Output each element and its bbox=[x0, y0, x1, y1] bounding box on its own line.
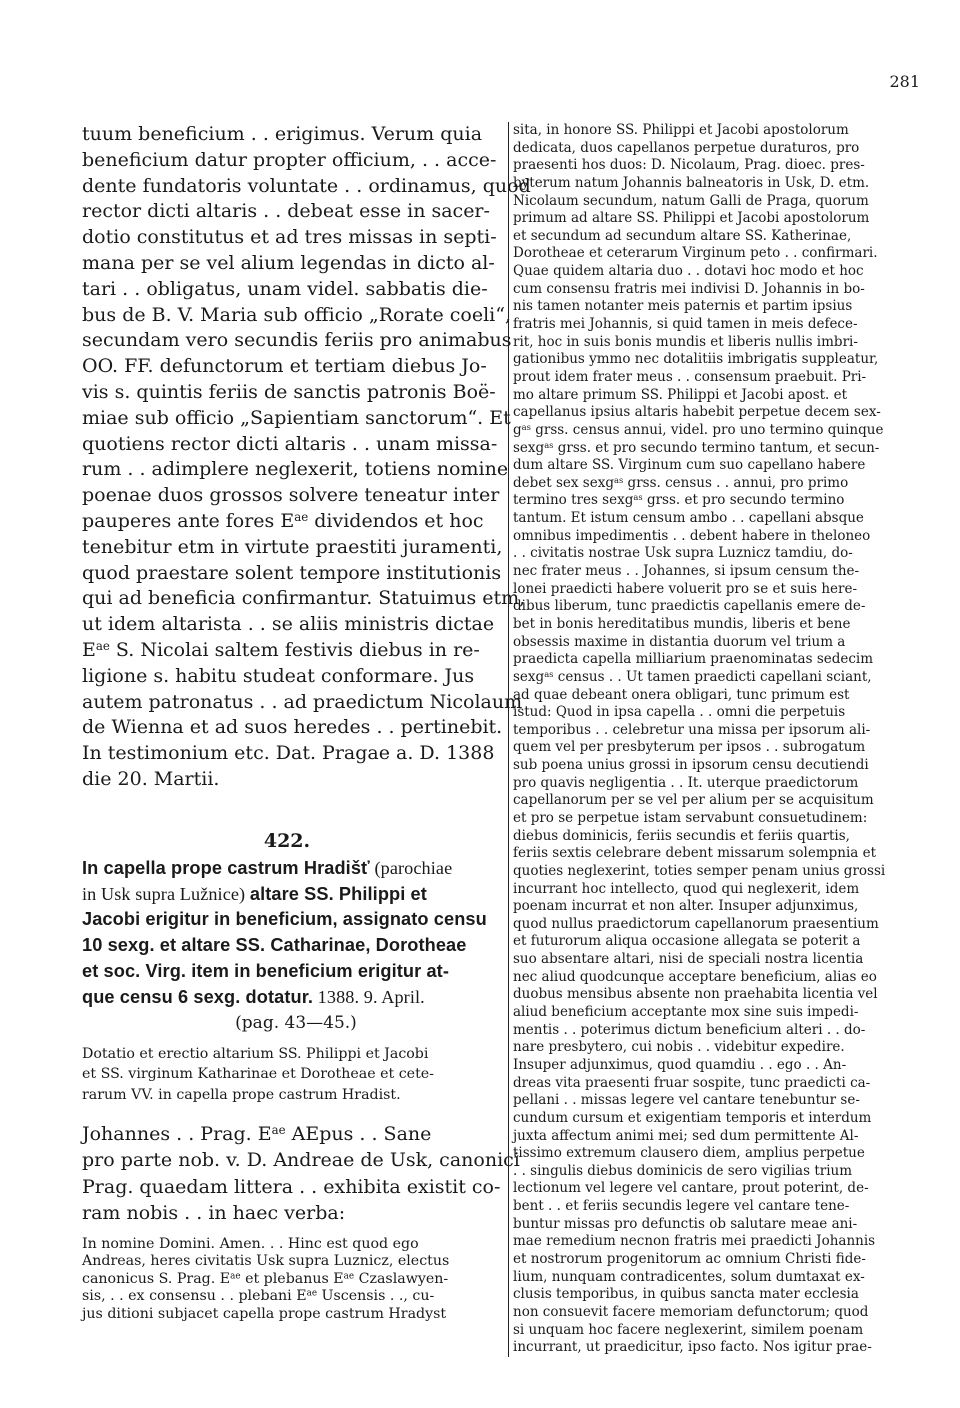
quote-text bbox=[82, 1236, 492, 1323]
text-line: feriis sextis celebrare debent missarum solempnia et bbox=[513, 845, 877, 862]
text-line: beneficium datur propter officium, . . acce- bbox=[82, 148, 497, 171]
right-column bbox=[508, 122, 913, 1357]
right-body-text bbox=[509, 122, 913, 1357]
text-line: cundum cursum et exigentiam temporis et interdum bbox=[513, 1109, 872, 1126]
text-line: autem patronatus . . ad praedictum Nicolaum bbox=[82, 690, 523, 713]
text-line: quoties neglexerint, toties semper penam unius grossi bbox=[513, 862, 886, 879]
heading-line-5: et soc. Virg. item in beneficium erigitur at- bbox=[82, 960, 449, 981]
text-line: tantum. Et istum censum ambo . . capellani absque bbox=[513, 510, 864, 527]
resume-line: ram nobis . . in haec verba: bbox=[82, 1201, 346, 1224]
text-line: ut idem altarista . . se aliis ministris dictae bbox=[82, 613, 495, 636]
text-line: de Wienna et ad suos heredes . . pertinebit. bbox=[82, 716, 503, 739]
text-line: praesenti hos duos: D. Nicolaum, Prag. dioec. pres- bbox=[513, 157, 865, 174]
text-line: secundam vero secundis feriis pro animabus bbox=[82, 329, 512, 352]
text-line: poenae duos grossos solvere teneatur inter bbox=[82, 484, 500, 507]
text-line: diebus dominicis, feriis secundis et feriis quartis, bbox=[513, 827, 850, 844]
text-line: qui ad beneficia confirmantur. Statuimus etm, bbox=[82, 587, 526, 610]
text-line: $g^{as}$ grss. census annui, videl. pro uno termino quinque bbox=[513, 421, 884, 438]
text-line: nec aliud quodcunque acceptare beneficium, alias eo bbox=[513, 968, 877, 985]
text-line: . . singulis diebus dominicis de sero vigilias trium bbox=[513, 1162, 853, 1179]
text-line: rit, hoc in suis bonis mundis et liberis nullis imbri- bbox=[513, 333, 858, 350]
text-line: pauperes ante fores $E^{ae}$ dividendos et hoc bbox=[82, 509, 484, 532]
text-line: ligione s. habitu studeat conformare. Jus bbox=[82, 664, 475, 687]
text-line: dreas vita praesenti fruar sospite, tunc praedicti ca- bbox=[513, 1074, 871, 1091]
left-body-text bbox=[82, 122, 531, 793]
text-line: bus de B. V. Maria sub officio „Rorate coeli“, bbox=[82, 303, 512, 326]
text-line: temporibus . . celebretur una missa per ipsorum ali- bbox=[513, 721, 871, 738]
text-line: non consuevit facere memoriam defunctorum; quod bbox=[513, 1303, 869, 1320]
text-line: $E^{ae}$ S. Nicolai saltem festivis diebus in re- bbox=[82, 638, 480, 661]
text-line: quotiens rector dicti altaris . . unam missa- bbox=[82, 432, 498, 455]
page-reference: (pag. 43—45.) bbox=[235, 1012, 357, 1033]
text-line: nare presbytero, cui nobis . . videbitur expedire. bbox=[513, 1039, 845, 1056]
text-line: gationibus ymmo nec dotalitiis imbrigatis suppleatur, bbox=[513, 351, 879, 368]
text-line: termino tres sexg$^{as}$ grss. et pro secundo termino bbox=[513, 492, 845, 509]
text-line: sub poena unius grossi in ipsorum censu decutiendi bbox=[513, 757, 869, 774]
text-line: tissimo extremum clausero diem, amplius perpetue bbox=[513, 1145, 865, 1162]
summary-line: et SS. virginum Katharinae et Dorotheae et cete- bbox=[82, 1066, 434, 1083]
text-line: quod praestare solent tempore institutionis bbox=[82, 561, 502, 584]
text-line: mo altare primum SS. Philippi et Jacobi apost. et bbox=[513, 386, 848, 403]
text-line: vis s. quintis feriis de sanctis patronis Boë- bbox=[82, 380, 496, 403]
text-line: et pro se perpetue istam servabunt consuetudinem: bbox=[513, 809, 868, 826]
text-line: et futurorum aliqua occasione allegata se poterit a bbox=[513, 933, 861, 950]
text-line: quem vel per presbyterum per ipsos . . subrogatum bbox=[513, 739, 866, 756]
heading-line-2: in Usk supra Lužnice) altare SS. Philippi et bbox=[82, 883, 427, 904]
text-line: nis tamen notanter meis paternis et partim ipsius bbox=[513, 298, 853, 315]
text-line: mana per se vel alium legendas in dicto al- bbox=[82, 251, 495, 274]
left-column bbox=[82, 122, 531, 1323]
text-line: Insuper adjunximus, quod quamdiu . . ego . . An- bbox=[513, 1056, 847, 1073]
summary-line: Dotatio et erectio altarium SS. Philippi et Jacobi bbox=[82, 1045, 429, 1062]
text-line: capellanorum per se vel per alium per se acquisitum bbox=[513, 792, 874, 809]
text-line: In testimonium etc. Dat. Pragae a. D. 1388 bbox=[82, 742, 495, 765]
text-line: clusis temporibus, in quibus sancta mater ecclesia bbox=[513, 1286, 859, 1303]
text-line: byterum natum Johannis balneatoris in Usk, D. etm. bbox=[513, 174, 870, 191]
text-line: Nicolaum secundum, natum Galli de Praga, quorum bbox=[513, 192, 869, 209]
text-line: rector dicti altaris . . debeat esse in sacer- bbox=[82, 200, 490, 223]
text-line: pellani . . missas legere vel cantare tenebuntur se- bbox=[513, 1092, 860, 1109]
text-line: fratris mei Johannis, si quid tamen in meis defece- bbox=[513, 316, 858, 333]
text-line: mentis . . poterimus dictum beneficium alteri . . do- bbox=[513, 1021, 866, 1038]
text-line: poenam incurrat et non alter. Insuper adjunximus, bbox=[513, 898, 859, 915]
text-line: obsessis maxime in distantia duorum vel trium a bbox=[513, 633, 846, 650]
text-line: lectionum vel legere vel cantare, prout poterint, de- bbox=[513, 1180, 869, 1197]
text-line: dedicata, duos capellanos perpetue duraturos, pro bbox=[513, 139, 860, 156]
quote-line: canonicus S. Prag. $E^{ae}$ et plebanus $E^{ae}$ Czaslawyen- bbox=[82, 1270, 449, 1287]
resume-line: pro parte nob. v. D. Andreae de Usk, canonici bbox=[82, 1149, 520, 1172]
heading-line-4: 10 sexg. et altare SS. Catharinae, Dorotheae bbox=[82, 935, 467, 956]
text-line: ad quae debeant onera obligari, tunc primum est bbox=[513, 686, 850, 703]
text-line: tenebitur etm in virtute praestiti juramenti, bbox=[82, 535, 503, 558]
text-line: incurrant, ut praedicitur, ipso facto. Nos igitur prae- bbox=[513, 1339, 872, 1356]
text-line: debet sex sexg$^{as}$ grss. census . . annui, pro primo bbox=[513, 474, 849, 491]
heading-line-6: que censu 6 sexg. dotatur. 1388. 9. April. bbox=[82, 986, 425, 1007]
text-line: sexg$^{as}$ census . . Ut tamen praedicti capellani sciant, bbox=[513, 668, 872, 685]
text-line: prout idem frater meus . . consensum praebuit. Pri- bbox=[513, 368, 867, 385]
text-line: primum ad altare SS. Philippi et Jacobi apostolorum bbox=[513, 210, 870, 227]
text-line: dum altare SS. Virginum cum suo capellano habere bbox=[513, 457, 866, 474]
text-line: omnibus impedimentis . . debent habere in theloneo bbox=[513, 527, 871, 544]
summary-line: rarum VV. in capella prope castrum Hradist. bbox=[82, 1086, 401, 1103]
text-line: nec frater meus . . Johannes, si ipsum censum the- bbox=[513, 563, 860, 580]
text-line: incurrant hoc intellecto, quod qui neglexerit, idem bbox=[513, 880, 860, 897]
text-line: si unquam hoc facere neglexerint, similem poenam bbox=[513, 1321, 864, 1338]
resume-line: Johannes . . Prag. $E^{ae}$ AEpus . . Sane bbox=[82, 1123, 432, 1146]
text-line: praedicta capella milliarium praenominatas sedecim bbox=[513, 651, 874, 668]
resume-line: Prag. quaedam littera . . exhibita existit co- bbox=[82, 1175, 501, 1198]
text-line: OO. FF. defunctorum et tertiam diebus Jo- bbox=[82, 355, 487, 378]
text-line: rum . . adimplere neglexerit, totiens nomine bbox=[82, 458, 509, 481]
text-line: bet in bonis hereditatibus mundis, liberis et bene bbox=[513, 615, 851, 632]
document-number: 422. bbox=[263, 829, 311, 852]
text-line: dibus liberum, tunc praedictis capellanis emere de- bbox=[513, 598, 866, 615]
quote-line: jus ditioni subjacet capella prope castrum Hradyst bbox=[82, 1305, 447, 1322]
text-line: dente fundatoris voluntate . . ordinamus, quod bbox=[82, 174, 531, 197]
text-line: tuum beneficium . . erigimus. Verum quia bbox=[82, 123, 483, 145]
summary-text bbox=[82, 1044, 492, 1106]
text-line: Dorotheae et ceterarum Virginum peto . . confirmari. bbox=[513, 245, 878, 262]
text-line: miae sub officio „Sapientiam sanctorum“. Et bbox=[82, 406, 511, 429]
resume-text bbox=[82, 1121, 520, 1226]
text-line: mae remedium necnon fratris mei praedicti Johannis bbox=[513, 1233, 876, 1250]
text-line: pro quavis negligentia . . It. uterque praedictorum bbox=[513, 774, 859, 791]
text-line: cum consensu fratris mei indivisi D. Johannis in bo- bbox=[513, 280, 865, 297]
text-line: duobus mensibus absente non praehabita licentia vel bbox=[513, 986, 878, 1003]
text-line: capellanus ipsius altaris habebit perpetue decem sex- bbox=[513, 404, 881, 421]
text-line: die 20. Martii. bbox=[82, 767, 220, 790]
text-line: Quae quidem altaria duo . . dotavi hoc modo et hoc bbox=[513, 263, 864, 280]
text-line: lium, nunquam contradicentes, solum dumtaxat ex- bbox=[513, 1268, 865, 1285]
text-line: . . civitatis nostrae Usk supra Luznicz tamdiu, do- bbox=[513, 545, 853, 562]
text-line: sexg$^{as}$ grss. et pro secundo termino tantum, et secun- bbox=[513, 439, 880, 456]
quote-line: In nomine Domini. Amen. . . Hinc est quod ego bbox=[82, 1236, 419, 1253]
text-line: juxta affectum animi mei; sed dum permittente Al- bbox=[513, 1127, 859, 1144]
text-line: aliud beneficium acceptante mox sine suis impedi- bbox=[513, 1004, 859, 1021]
text-line: buntur missas pro defunctis ob salutare meae ani- bbox=[513, 1215, 858, 1232]
document-heading bbox=[82, 856, 492, 1036]
text-line: sita, in honore SS. Philippi et Jacobi apostolorum bbox=[513, 122, 849, 138]
text-line: bent . . et feriis secundis legere vel cantare tene- bbox=[513, 1198, 850, 1215]
text-line: dotio constitutus et ad tres missas in septi- bbox=[82, 226, 497, 249]
text-line: istud: Quod in ipsa capella . . omni die perpetuis bbox=[513, 704, 846, 721]
quote-line: sis, . . ex consensu . . plebani $E^{ae}$ Uscensis . ., cu- bbox=[82, 1288, 435, 1305]
text-line: quod nullus praedictorum capellanorum praesentium bbox=[513, 915, 879, 932]
quote-line: Andreas, heres civitatis Usk supra Luznicz, electus bbox=[82, 1253, 450, 1270]
heading-line-1: In capella prope castrum Hradišť (parochiae bbox=[82, 857, 453, 878]
text-line: et secundum ad secundum altare SS. Katherinae, bbox=[513, 227, 852, 244]
heading-line-3: Jacobi erigitur in beneficium, assignato censu bbox=[82, 909, 487, 930]
page-number: 281 bbox=[889, 72, 920, 91]
text-line: et nostrorum progenitorum ac omnium Christi fide- bbox=[513, 1251, 866, 1267]
text-line: tari . . obligatus, unam videl. sabbatis die- bbox=[82, 277, 488, 300]
text-line: suo absentare altari, nisi de speciali nostra licentia bbox=[513, 951, 864, 968]
text-line: lonei praedicti habere voluerit pro se et suis here- bbox=[513, 580, 858, 597]
